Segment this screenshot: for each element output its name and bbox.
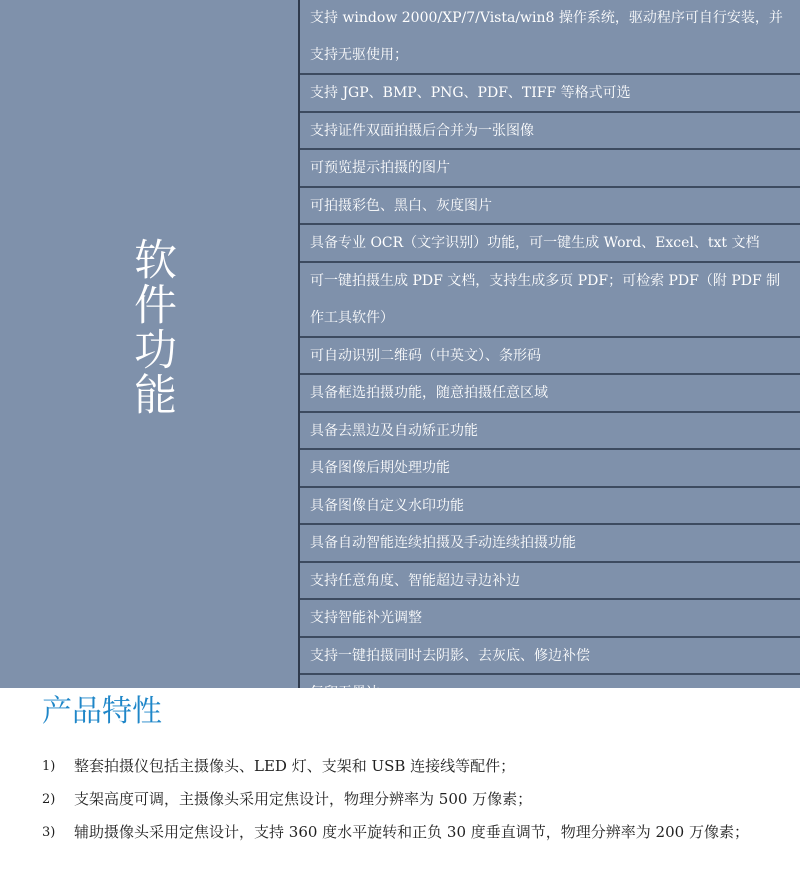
feature-row: 具备框选拍摄功能，随意拍摄任意区域 (300, 375, 800, 413)
product-feature-item (42, 750, 782, 783)
item-number: 1) (42, 759, 56, 774)
feature-list (300, 0, 800, 701)
item-number: 2) (42, 792, 56, 807)
software-features-title: 软件功能 (127, 237, 177, 417)
feature-row: 可预览提示拍摄的图片 (300, 150, 800, 188)
product-features-heading: 产品特性 (42, 694, 162, 729)
product-feature-item (42, 783, 782, 816)
feature-row: 支持智能补光调整 (300, 600, 800, 638)
feature-row: 具备自动智能连续拍摄及手动连续拍摄功能 (300, 525, 800, 563)
feature-row: 支持 window 2000/XP/7/Vista/win8 操作系统，驱动程序可自行安装，并支持无驱使用； (300, 0, 800, 75)
item-text: 辅助摄像头采用定焦设计，支持 360 度水平旋转和正负 30 度垂直调节，物理分辨率为 200 万像素； (74, 823, 749, 841)
feature-row: 支持证件双面拍摄后合并为一张图像 (300, 113, 800, 151)
feature-row: 具备图像自定义水印功能 (300, 488, 800, 526)
feature-row: 具备专业 OCR（文字识别）功能，可一键生成 Word、Excel、txt 文档 (300, 225, 800, 263)
item-number: 3) (42, 825, 56, 840)
feature-row: 可一键拍摄生成 PDF 文档，支持生成多页 PDF；可检索 PDF（附 PDF 制作工具软件） (300, 263, 800, 338)
feature-row: 可自动识别二维码（中英文）、条形码 (300, 338, 800, 376)
product-features-list (42, 750, 782, 849)
feature-row: 具备去黑边及自动矫正功能 (300, 413, 800, 451)
item-text: 整套拍摄仪包括主摄像头、LED 灯、支架和 USB 连接线等配件； (74, 757, 516, 775)
product-feature-item (42, 816, 782, 849)
software-features-title-cell (0, 0, 300, 688)
feature-row: 复印无黑边 (310, 685, 380, 701)
feature-row: 支持 JGP、BMP、PNG、PDF、TIFF 等格式可选 (300, 75, 800, 113)
item-text: 支架高度可调，主摄像头采用定焦设计，物理分辨率为 500 万像素； (74, 790, 533, 808)
feature-row: 支持任意角度、智能超边寻边补边 (300, 563, 800, 601)
feature-row: 支持一键拍摄同时去阴影、去灰底、修边补偿 (300, 638, 800, 676)
feature-row: 具备图像后期处理功能 (300, 450, 800, 488)
feature-row: 可拍摄彩色、黑白、灰度图片 (300, 188, 800, 226)
